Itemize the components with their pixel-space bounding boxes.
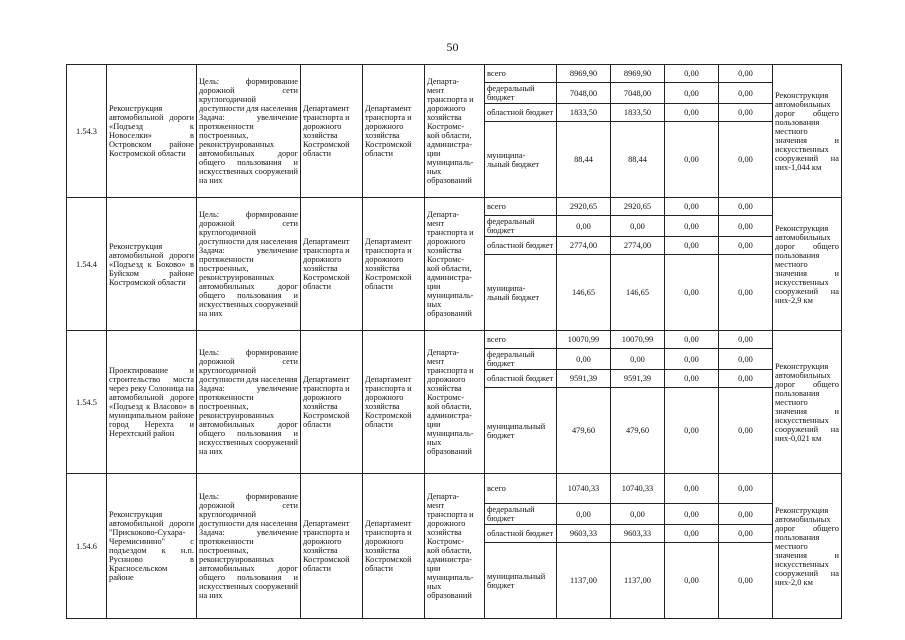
funding-source: всего (485, 65, 557, 83)
amount-year-2: 0,00 (665, 122, 719, 198)
amount-total: 9591,39 (557, 370, 611, 388)
amount-year-2: 0,00 (665, 504, 719, 525)
amount-year-2: 0,00 (665, 474, 719, 504)
amount-year-2: 0,00 (665, 65, 719, 83)
funding-source: муниципальный бюджет (485, 388, 557, 474)
goal-and-task: Цель: формирование дорожной сети круглогодичной доступности для населения Задача: увеличение протяженности построенных, реконструированных автомобильных дорог общего пользования и искусственных сооружений на них (197, 331, 301, 474)
amount-total: 7048,00 (557, 83, 611, 104)
expected-result: Реконструкция автомобильных дорог общего пользования местного значения и искусственных сооружений на них-0,021 км (773, 331, 842, 474)
executor: Департамент транспорта и дорожного хозяйства Костромской области (363, 474, 425, 619)
amount-year-1: 8969,90 (611, 65, 665, 83)
funding-source: федеральный бюджет (485, 83, 557, 104)
amount-year-1: 2920,65 (611, 198, 665, 216)
table-row (67, 474, 842, 504)
amount-total: 8969,90 (557, 65, 611, 83)
funding-source: областной бюджет (485, 104, 557, 122)
funds-recipient: Департа- мент транспорта и дорожного хозяйства Костромс- кой области, администра- ции муниципаль- ных образований (425, 331, 485, 474)
amount-year-3: 0,00 (719, 474, 773, 504)
event-name: Реконструкция автомобильной дороги «Подъезд к Боково» в Буйском районе Костромской области (107, 198, 197, 331)
goal-and-task: Цель: формирование дорожной сети круглогодичной доступности для населения Задача: увеличение протяженности построенных, реконструированных автомобильных дорог общего пользования и искусственных сооружений на них (197, 65, 301, 198)
amount-year-2: 0,00 (665, 216, 719, 237)
amount-total: 2920,65 (557, 198, 611, 216)
amount-total: 10070,99 (557, 331, 611, 349)
goal-and-task: Цель: формирование дорожной сети круглогодичной доступности для населения Задача: увеличение протяженности построенных, реконструированных автомобильных дорог общего пользования и искусственных сооружений на них (197, 474, 301, 619)
funding-source: муниципа- льный бюджет (485, 122, 557, 198)
funding-source: муниципальный бюджет (485, 543, 557, 619)
amount-year-2: 0,00 (665, 543, 719, 619)
amount-year-3: 0,00 (719, 349, 773, 370)
amount-year-1: 146,65 (611, 255, 665, 331)
funding-source: всего (485, 198, 557, 216)
amount-year-1: 0,00 (611, 216, 665, 237)
amount-year-3: 0,00 (719, 65, 773, 83)
amount-total: 0,00 (557, 504, 611, 525)
program-table (66, 64, 842, 619)
row-number: 1.54.4 (67, 198, 107, 331)
amount-year-1: 1833,50 (611, 104, 665, 122)
amount-year-2: 0,00 (665, 198, 719, 216)
amount-year-1: 9603,33 (611, 525, 665, 543)
expected-result: Реконструкция автомобильных дорог общего пользования местного значения и искусственных сооружений на них-1,044 км (773, 65, 842, 198)
amount-year-2: 0,00 (665, 388, 719, 474)
funding-source: областной бюджет (485, 525, 557, 543)
amount-year-3: 0,00 (719, 543, 773, 619)
row-number: 1.54.6 (67, 474, 107, 619)
amount-year-1: 10740,33 (611, 474, 665, 504)
row-number: 1.54.5 (67, 331, 107, 474)
funding-source: федеральный бюджет (485, 216, 557, 237)
amount-year-1: 0,00 (611, 349, 665, 370)
amount-year-1: 2774,00 (611, 237, 665, 255)
amount-year-3: 0,00 (719, 122, 773, 198)
amount-year-3: 0,00 (719, 504, 773, 525)
amount-year-3: 0,00 (719, 104, 773, 122)
amount-year-3: 0,00 (719, 198, 773, 216)
executor: Департамент транспорта и дорожного хозяйства Костромской области (363, 331, 425, 474)
amount-year-3: 0,00 (719, 370, 773, 388)
amount-year-3: 0,00 (719, 331, 773, 349)
amount-year-1: 88,44 (611, 122, 665, 198)
amount-year-3: 0,00 (719, 255, 773, 331)
state-customer: Департамент транспорта и дорожного хозяйства Костромской области (301, 474, 363, 619)
amount-year-3: 0,00 (719, 83, 773, 104)
amount-total: 146,65 (557, 255, 611, 331)
funds-recipient: Департа- мент транспорта и дорожного хозяйства Костромс- кой области, администра- ции муниципаль- ных образований (425, 474, 485, 619)
page-number: 50 (446, 40, 459, 54)
table-row (67, 331, 842, 349)
state-customer: Департамент транспорта и дорожного хозяйства Костромской области (301, 331, 363, 474)
goal-and-task: Цель: формирование дорожной сети круглогодичной доступности для населения Задача: увеличение протяженности построенных, реконструированных автомобильных дорог общего пользования и искусственных сооружений на них (197, 198, 301, 331)
amount-year-2: 0,00 (665, 255, 719, 331)
amount-total: 479,60 (557, 388, 611, 474)
state-customer: Департамент транспорта и дорожного хозяйства Костромской области (301, 65, 363, 198)
expected-result: Реконструкция автомобильных дорог общего пользования местного значения и искусственных сооружений на них-2,9 км (773, 198, 842, 331)
funding-source: областной бюджет (485, 370, 557, 388)
funding-source: областной бюджет (485, 237, 557, 255)
amount-year-1: 7048,00 (611, 83, 665, 104)
table-row (67, 198, 842, 216)
amount-year-2: 0,00 (665, 104, 719, 122)
executor: Департамент транспорта и дорожного хозяйства Костромской области (363, 65, 425, 198)
amount-year-2: 0,00 (665, 237, 719, 255)
amount-year-2: 0,00 (665, 525, 719, 543)
amount-total: 0,00 (557, 349, 611, 370)
amount-year-3: 0,00 (719, 388, 773, 474)
row-number: 1.54.3 (67, 65, 107, 198)
amount-year-1: 479,60 (611, 388, 665, 474)
amount-year-1: 10070,99 (611, 331, 665, 349)
funding-source: всего (485, 331, 557, 349)
amount-year-2: 0,00 (665, 83, 719, 104)
amount-total: 1833,50 (557, 104, 611, 122)
expected-result: Реконструкция автомобильных дорог общего пользования местного значения и искусственных сооружений на них-2,0 км (773, 474, 842, 619)
amount-year-1: 9591,39 (611, 370, 665, 388)
funds-recipient: Департа- мент транспорта и дорожного хозяйства Костромс- кой области, администра- ции муниципаль- ных образований (425, 65, 485, 198)
funding-source: муниципа- льный бюджет (485, 255, 557, 331)
amount-year-2: 0,00 (665, 331, 719, 349)
amount-total: 9603,33 (557, 525, 611, 543)
amount-year-3: 0,00 (719, 237, 773, 255)
amount-year-1: 1137,00 (611, 543, 665, 619)
amount-total: 2774,00 (557, 237, 611, 255)
amount-total: 0,00 (557, 216, 611, 237)
executor: Департамент транспорта и дорожного хозяйства Костромской области (363, 198, 425, 331)
amount-year-2: 0,00 (665, 349, 719, 370)
funds-recipient: Департа- мент транспорта и дорожного хозяйства Костромс- кой области, администра- ции муниципаль- ных образований (425, 198, 485, 331)
table-row (67, 65, 842, 83)
amount-total: 1137,00 (557, 543, 611, 619)
amount-year-2: 0,00 (665, 370, 719, 388)
event-name: Проектирование и строительство моста через реку Солоница на автомобильной дороге «Подъезд к Власово» в муниципальном районе город Нерехта и Нерехтский район (107, 331, 197, 474)
state-customer: Департамент транспорта и дорожного хозяйства Костромской области (301, 198, 363, 331)
event-name: Реконструкция автомобильной дороги «Подъезд к Новоселки» в Островском районе Костромской области (107, 65, 197, 198)
table-body (67, 65, 842, 619)
amount-year-3: 0,00 (719, 525, 773, 543)
funding-source: федеральный бюджет (485, 504, 557, 525)
funding-source: всего (485, 474, 557, 504)
amount-total: 10740,33 (557, 474, 611, 504)
amount-year-1: 0,00 (611, 504, 665, 525)
amount-year-3: 0,00 (719, 216, 773, 237)
amount-total: 88,44 (557, 122, 611, 198)
event-name: Реконструкция автомобильной дороги "Прискоково-Сухара-Черемисинино" с подъездом к н.п. Руснново в Красносельском районе (107, 474, 197, 619)
funding-source: федеральный бюджет (485, 349, 557, 370)
